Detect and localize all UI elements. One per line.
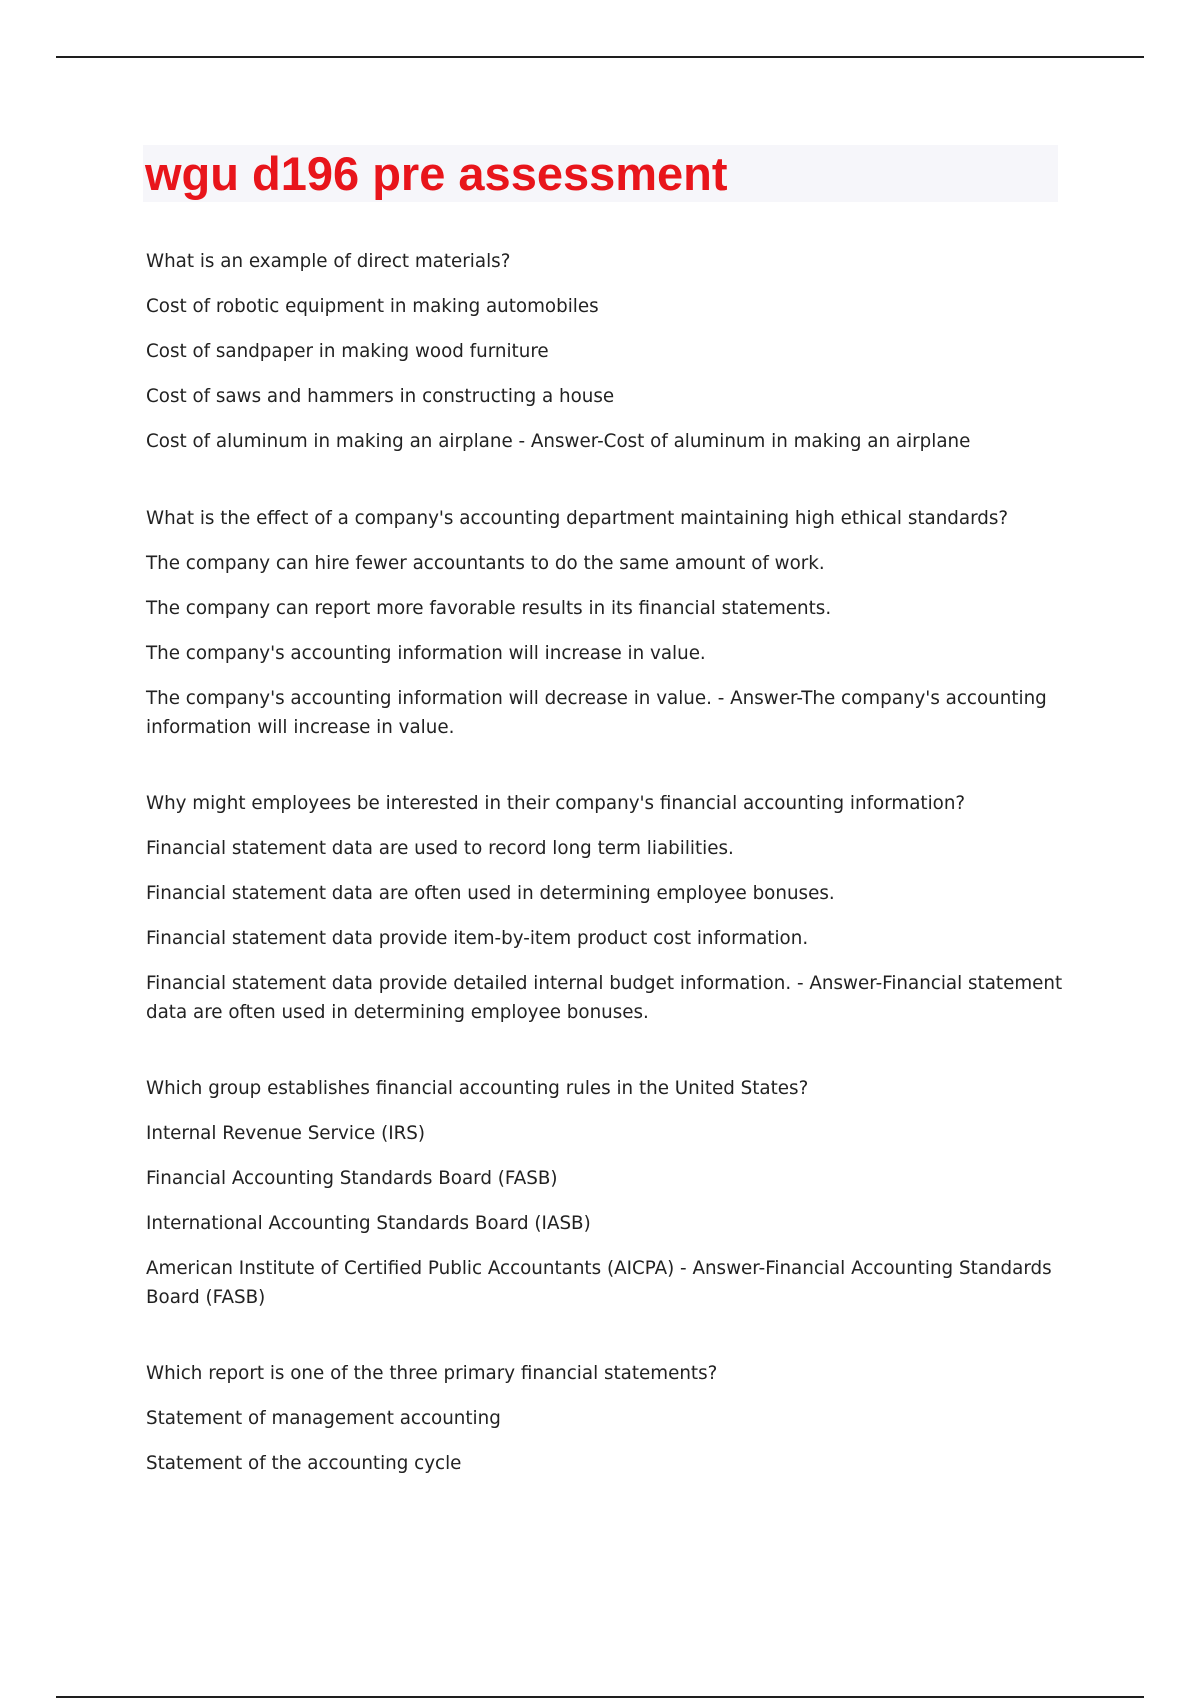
- option-text: The company's accounting information will increase in value.: [146, 643, 706, 664]
- question-text: Which group establishes financial accounting rules in the United States?: [146, 1078, 809, 1099]
- question-text: What is an example of direct materials?: [146, 251, 511, 272]
- option-text: Statement of management accounting: [146, 1408, 501, 1429]
- question-text: Why might employees be interested in their company's financial accounting information?: [146, 793, 966, 814]
- page-bottom-rule: [56, 1696, 1144, 1698]
- option-text: The company can hire fewer accountants to do the same amount of work.: [146, 553, 825, 574]
- page-top-rule: [56, 56, 1144, 58]
- option-with-answer: The company's accounting information will decrease in value. - Answer-The company's accounting information will increase in value.: [146, 688, 1047, 738]
- option-text: Cost of robotic equipment in making automobiles: [146, 296, 599, 317]
- option-text: Cost of sandpaper in making wood furniture: [146, 341, 549, 362]
- option-with-answer: American Institute of Certified Public Accountants (AICPA) - Answer-Financial Accounting Standards Board (FASB): [146, 1258, 1052, 1308]
- option-text: The company can report more favorable results in its financial statements.: [146, 598, 832, 619]
- question-block-4: [146, 1074, 1066, 1312]
- option-with-answer: Financial statement data provide detailed internal budget information. - Answer-Financial statement data are often used in determining employee bonuses.: [146, 973, 1063, 1023]
- question-block-3: [146, 789, 1066, 1027]
- question-block-5: [146, 1359, 1066, 1479]
- title-banner: [143, 145, 1058, 202]
- option-with-answer: Cost of aluminum in making an airplane - Answer-Cost of aluminum in making an airplane: [146, 431, 971, 452]
- option-text: Financial statement data are used to record long term liabilities.: [146, 838, 734, 859]
- question-block-2: [146, 504, 1066, 742]
- option-text: International Accounting Standards Board (IASB): [146, 1213, 591, 1234]
- question-text: What is the effect of a company's accounting department maintaining high ethical standards?: [146, 508, 1009, 529]
- question-text: Which report is one of the three primary financial statements?: [146, 1363, 718, 1384]
- question-block-1: [146, 247, 1066, 457]
- option-text: Internal Revenue Service (IRS): [146, 1123, 426, 1144]
- document-title: wgu d196 pre assessment: [145, 147, 728, 200]
- option-text: Statement of the accounting cycle: [146, 1453, 462, 1474]
- option-text: Financial Accounting Standards Board (FASB): [146, 1168, 558, 1189]
- question-list: [146, 247, 1066, 1526]
- option-text: Cost of saws and hammers in constructing a house: [146, 386, 615, 407]
- option-text: Financial statement data provide item-by-item product cost information.: [146, 928, 809, 949]
- option-text: Financial statement data are often used in determining employee bonuses.: [146, 883, 835, 904]
